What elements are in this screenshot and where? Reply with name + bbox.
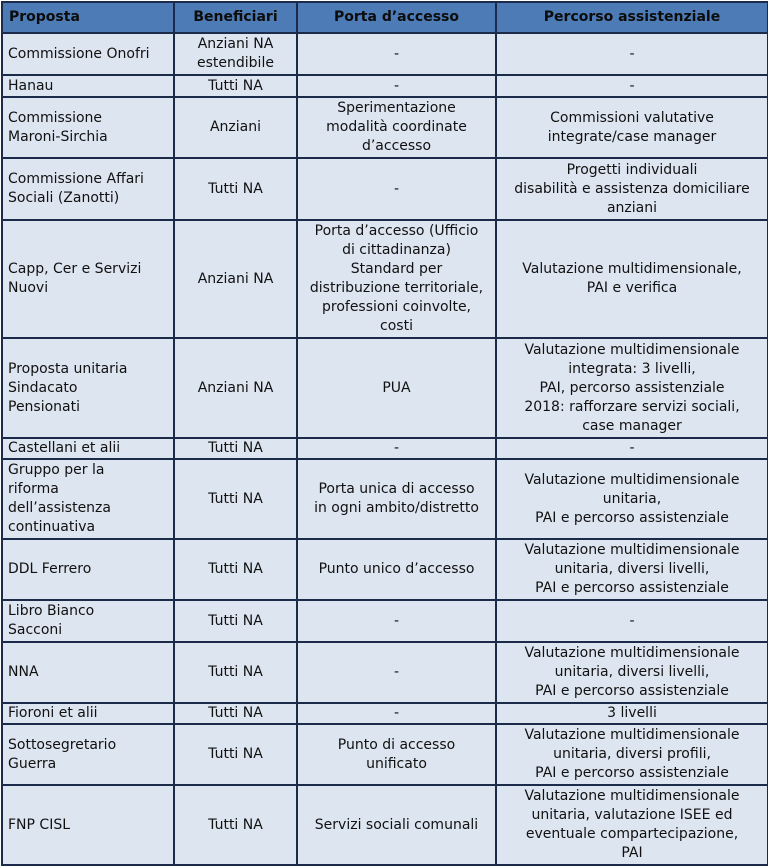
cell-proposta: Sottosegretario Guerra: [2, 724, 174, 785]
cell-porta-accesso: Punto unico d’accesso: [297, 539, 496, 600]
cell-proposta: Commissione Affari Sociali (Zanotti): [2, 158, 174, 220]
table-row: [2, 539, 768, 600]
cell-proposta: Commissione Maroni-Sirchia: [2, 97, 174, 158]
cell-percorso: Valutazione multidimensionale unitaria, valutazione ISEE ed eventuale compartecipazione, PAI: [496, 785, 768, 865]
cell-proposta: Proposta unitaria Sindacato Pensionati: [2, 338, 174, 438]
cell-percorso: Commissioni valutative integrate/case manager: [496, 97, 768, 158]
cell-porta-accesso: Punto di accesso unificato: [297, 724, 496, 785]
table-row: [2, 438, 768, 459]
cell-percorso: Valutazione multidimensionale unitaria, diversi profili, PAI e percorso assistenziale: [496, 724, 768, 785]
cell-beneficiari: Tutti NA: [174, 438, 297, 459]
cell-proposta: Commissione Onofri: [2, 33, 174, 75]
cell-proposta: Castellani et alii: [2, 438, 174, 459]
table-row: [2, 600, 768, 642]
cell-beneficiari: Tutti NA: [174, 600, 297, 642]
cell-proposta: FNP CISL: [2, 785, 174, 865]
cell-porta-accesso: -: [297, 158, 496, 220]
cell-porta-accesso: Servizi sociali comunali: [297, 785, 496, 865]
cell-percorso: Valutazione multidimensionale unitaria, diversi livelli, PAI e percorso assistenziale: [496, 539, 768, 600]
header-porta-accesso: Porta d’accesso: [297, 2, 496, 33]
table-row: [2, 97, 768, 158]
cell-porta-accesso: Porta d’accesso (Ufficio di cittadinanza) Standard per distribuzione territoriale, professioni coinvolte, costi: [297, 220, 496, 338]
cell-percorso: 3 livelli: [496, 703, 768, 724]
cell-beneficiari: Tutti NA: [174, 703, 297, 724]
header-beneficiari: Beneficiari: [174, 2, 297, 33]
header-proposta: Proposta: [2, 2, 174, 33]
cell-porta-accesso: Sperimentazione modalità coordinate d’accesso: [297, 97, 496, 158]
table-row: [2, 75, 768, 97]
cell-proposta: Libro Bianco Sacconi: [2, 600, 174, 642]
cell-beneficiari: Tutti NA: [174, 785, 297, 865]
cell-beneficiari: Anziani NA estendibile: [174, 33, 297, 75]
cell-beneficiari: Tutti NA: [174, 75, 297, 97]
cell-porta-accesso: -: [297, 75, 496, 97]
cell-beneficiari: Anziani NA: [174, 220, 297, 338]
table-row: [2, 158, 768, 220]
cell-percorso: -: [496, 600, 768, 642]
cell-percorso: Valutazione multidimensionale unitaria, diversi livelli, PAI e percorso assistenziale: [496, 642, 768, 703]
table-row: [2, 220, 768, 338]
cell-beneficiari: Anziani NA: [174, 338, 297, 438]
table-row: [2, 642, 768, 703]
header-row: [2, 2, 768, 33]
cell-percorso: Valutazione multidimensionale integrata: 3 livelli, PAI, percorso assistenziale 2018: rafforzare servizi sociali, case manager: [496, 338, 768, 438]
cell-percorso: -: [496, 75, 768, 97]
table-row: [2, 33, 768, 75]
cell-beneficiari: Tutti NA: [174, 724, 297, 785]
cell-proposta: NNA: [2, 642, 174, 703]
cell-proposta: Gruppo per la riforma dell’assistenza continuativa: [2, 459, 174, 539]
cell-percorso: -: [496, 438, 768, 459]
cell-porta-accesso: PUA: [297, 338, 496, 438]
cell-porta-accesso: Porta unica di accesso in ogni ambito/distretto: [297, 459, 496, 539]
proposals-table: [1, 1, 768, 866]
table-row: [2, 459, 768, 539]
table-row: [2, 724, 768, 785]
cell-proposta: Hanau: [2, 75, 174, 97]
cell-percorso: -: [496, 33, 768, 75]
cell-beneficiari: Anziani: [174, 97, 297, 158]
cell-proposta: Fioroni et alii: [2, 703, 174, 724]
cell-porta-accesso: -: [297, 438, 496, 459]
cell-percorso: Valutazione multidimensionale unitaria, PAI e percorso assistenziale: [496, 459, 768, 539]
cell-proposta: DDL Ferrero: [2, 539, 174, 600]
table-row: [2, 703, 768, 724]
cell-percorso: Valutazione multidimensionale, PAI e verifica: [496, 220, 768, 338]
cell-beneficiari: Tutti NA: [174, 459, 297, 539]
cell-beneficiari: Tutti NA: [174, 158, 297, 220]
cell-porta-accesso: -: [297, 600, 496, 642]
cell-percorso: Progetti individuali disabilità e assistenza domiciliare anziani: [496, 158, 768, 220]
header-percorso-assistenziale: Percorso assistenziale: [496, 2, 768, 33]
cell-porta-accesso: -: [297, 33, 496, 75]
cell-porta-accesso: -: [297, 642, 496, 703]
cell-beneficiari: Tutti NA: [174, 539, 297, 600]
cell-beneficiari: Tutti NA: [174, 642, 297, 703]
cell-proposta: Capp, Cer e Servizi Nuovi: [2, 220, 174, 338]
table-row: [2, 338, 768, 438]
table-row: [2, 785, 768, 865]
cell-porta-accesso: -: [297, 703, 496, 724]
